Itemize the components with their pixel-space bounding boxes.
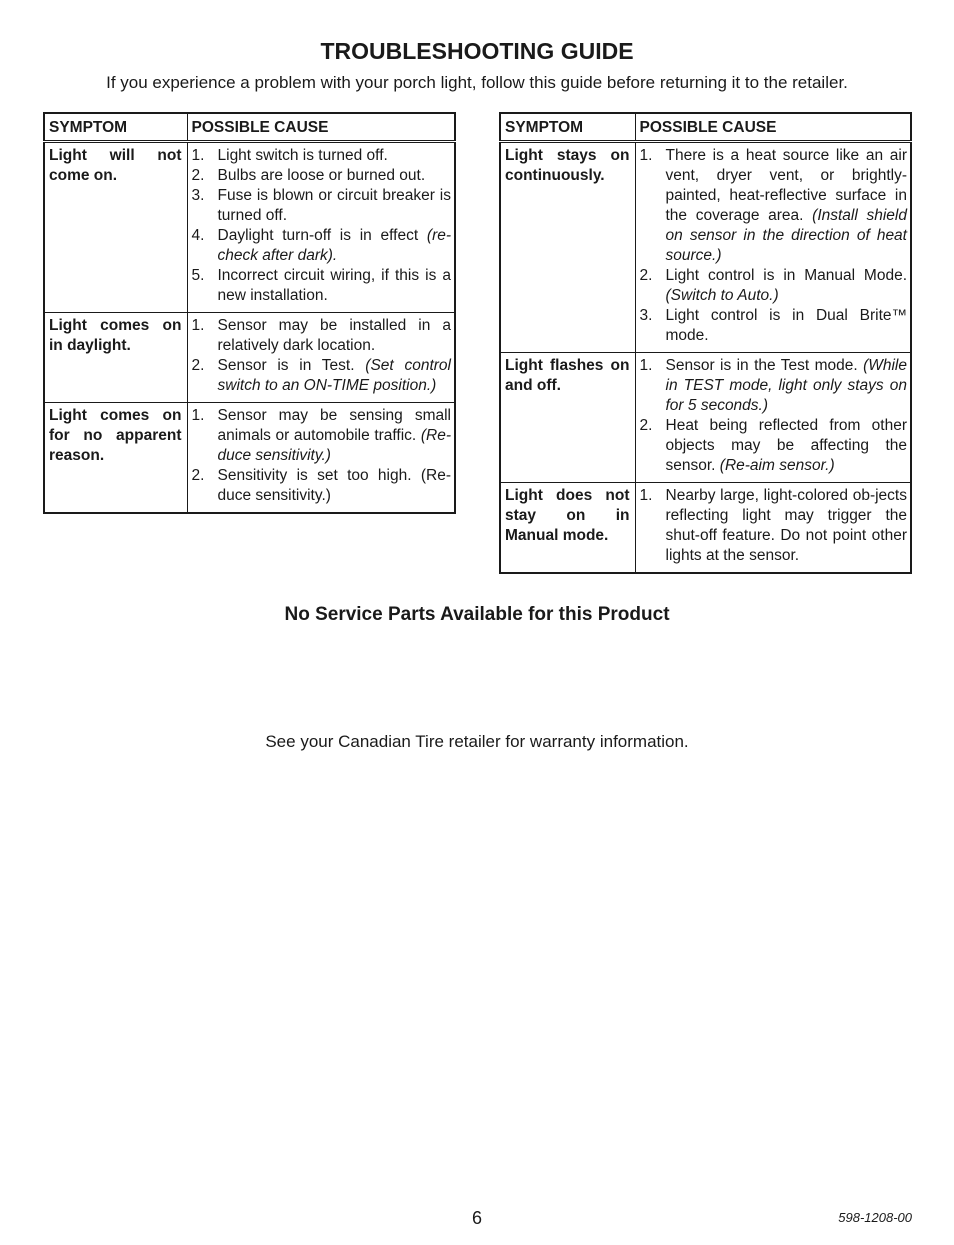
cause-note: (While in TEST mode, light only stays on for 5 seconds.) xyxy=(665,357,907,414)
cause-number: 5. xyxy=(191,267,205,284)
cause-list xyxy=(192,146,452,306)
cause-text: Nearby large, light-colored ob-jects reflecting light may trigger the shut-off feature. Do not point other lights at the sensor. xyxy=(665,487,907,564)
cause-cell xyxy=(635,483,911,574)
symptom-cell: Light does not stay on in Manual mode. xyxy=(500,483,635,574)
cause-number: 1. xyxy=(191,407,205,424)
cause-text: Sensor may be sensing small animals or automobile traffic. xyxy=(217,407,451,444)
page-number: 6 xyxy=(471,1208,482,1228)
cause-number: 1. xyxy=(191,317,205,334)
troubleshooting-table-right xyxy=(499,112,912,574)
cause-cell xyxy=(187,403,455,514)
cause-item xyxy=(640,356,908,416)
cause-note: (Install shield on sensor in the direction of heat source.) xyxy=(665,207,907,264)
cause-number: 3. xyxy=(639,307,653,324)
cause-number: 4. xyxy=(191,227,205,244)
header-symptom: SYMPTOM xyxy=(500,113,635,142)
cause-text: There is a heat source like an air vent, dryer vent, or brightly-painted, heat-reflective surface in the coverage area. xyxy=(665,147,907,224)
troubleshooting-table-left xyxy=(43,112,456,514)
cause-item xyxy=(192,186,452,226)
cause-item xyxy=(640,146,908,266)
cause-list xyxy=(640,146,908,346)
cause-number: 3. xyxy=(191,187,205,204)
cause-text: Fuse is blown or circuit breaker is turned off. xyxy=(217,187,451,224)
table-row xyxy=(500,483,911,574)
cause-text: Sensor is in Test. xyxy=(217,357,355,374)
cause-number: 2. xyxy=(191,467,205,484)
symptom-cell: Light comes on in daylight. xyxy=(44,313,187,403)
symptom-cell: Light comes on for no apparent reason. xyxy=(44,403,187,514)
cause-text: Incorrect circuit wiring, if this is a new installation. xyxy=(217,267,451,304)
cause-cell xyxy=(635,142,911,353)
cause-item xyxy=(192,406,452,466)
cause-text: Daylight turn-off is in effect xyxy=(217,227,419,244)
cause-text: Light control is in Dual Brite™ mode. xyxy=(665,307,907,344)
cause-cell xyxy=(187,142,455,313)
cause-item xyxy=(192,166,452,186)
cause-item xyxy=(640,266,908,306)
cause-list xyxy=(640,356,908,476)
cause-cell xyxy=(187,313,455,403)
cause-text: Sensitivity is set too high. (Re-duce sensitivity.) xyxy=(217,467,451,504)
cause-number: 2. xyxy=(639,267,653,284)
cause-item xyxy=(192,466,452,506)
cause-text: Light switch is turned off. xyxy=(217,147,388,164)
cause-number: 1. xyxy=(639,147,653,164)
cause-note: (Switch to Auto.) xyxy=(665,287,779,304)
cause-item xyxy=(192,226,452,266)
cause-number: 1. xyxy=(639,357,653,374)
cause-note: (Re-duce sensitivity.) xyxy=(217,427,451,464)
cause-text: Sensor may be installed in a relatively dark location. xyxy=(217,317,451,354)
cause-list xyxy=(192,316,452,396)
symptom-cell: Light flashes on and off. xyxy=(500,353,635,483)
document-number: 598-1208-00 xyxy=(838,1210,912,1225)
header-possible-cause: POSSIBLE CAUSE xyxy=(635,113,911,142)
cause-number: 2. xyxy=(191,167,205,184)
table-row xyxy=(500,142,911,353)
cause-item xyxy=(640,306,908,346)
table-row xyxy=(500,353,911,483)
header-symptom: SYMPTOM xyxy=(44,113,187,142)
cause-note: (re-check after dark). xyxy=(217,227,452,264)
cause-text: Bulbs are loose or burned out. xyxy=(217,167,426,184)
symptom-cell: Light will not come on. xyxy=(44,142,187,313)
header-possible-cause: POSSIBLE CAUSE xyxy=(187,113,455,142)
symptom-cell: Light stays on continuously. xyxy=(500,142,635,353)
table-row xyxy=(44,142,455,313)
table-row xyxy=(44,313,455,403)
cause-number: 1. xyxy=(639,487,653,504)
cause-item xyxy=(192,316,452,356)
cause-item xyxy=(640,416,908,476)
cause-cell xyxy=(635,353,911,483)
cause-text: Sensor is in the Test mode. xyxy=(665,357,858,374)
cause-number: 2. xyxy=(639,417,653,434)
cause-text: Light control is in Manual Mode. xyxy=(665,267,907,284)
page-title: TROUBLESHOOTING GUIDE xyxy=(320,38,634,64)
intro-text: If you experience a problem with your porch light, follow this guide before returning it to the retailer. xyxy=(106,73,848,92)
no-service-parts-heading: No Service Parts Available for this Product xyxy=(284,604,670,625)
cause-list xyxy=(640,486,908,566)
cause-item xyxy=(640,486,908,566)
cause-number: 1. xyxy=(191,147,205,164)
cause-item xyxy=(192,266,452,306)
cause-number: 2. xyxy=(191,357,205,374)
warranty-text: See your Canadian Tire retailer for warranty information. xyxy=(265,732,689,751)
cause-note: (Re-aim sensor.) xyxy=(719,457,835,474)
table-row xyxy=(44,403,455,514)
cause-note: (Set control switch to an ON-TIME position.) xyxy=(217,357,451,394)
cause-list xyxy=(192,406,452,506)
table-header-row xyxy=(44,113,455,142)
cause-text: Heat being reflected from other objects may be affecting the sensor. xyxy=(665,417,907,474)
cause-item xyxy=(192,356,452,396)
cause-item xyxy=(192,146,452,166)
table-header-row xyxy=(500,113,911,142)
